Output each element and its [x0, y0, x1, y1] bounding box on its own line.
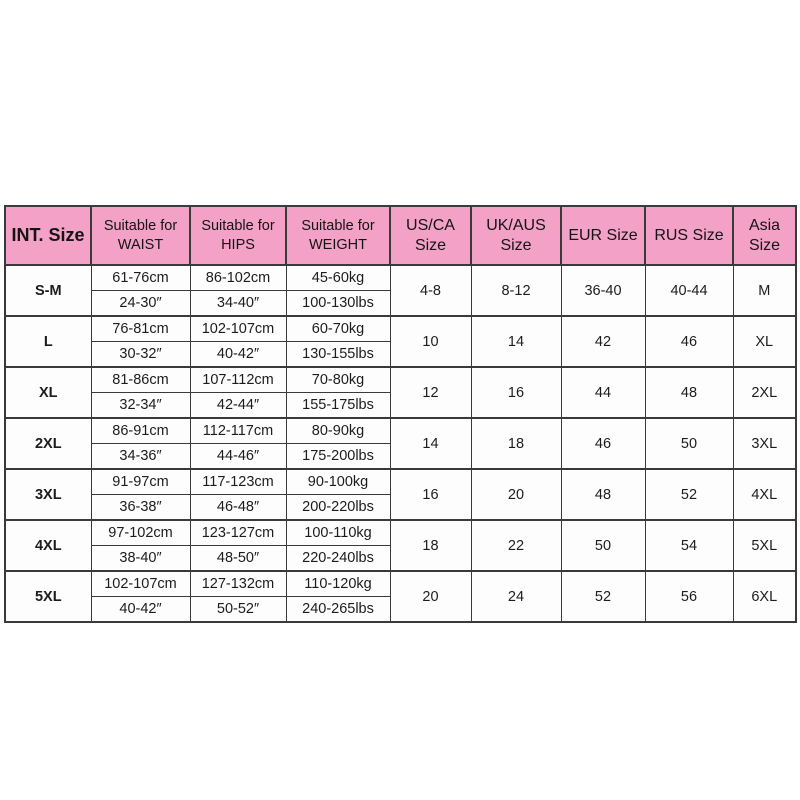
waist-in-cell: 30-32″: [91, 342, 190, 368]
header-asia: Asia Size: [733, 206, 796, 265]
weight-kg-cell: 100-110kg: [286, 520, 390, 546]
eur-cell: 52: [561, 571, 645, 622]
header-rus: RUS Size: [645, 206, 733, 265]
weight-kg-cell: 110-120kg: [286, 571, 390, 597]
waist-in-cell: 34-36″: [91, 444, 190, 470]
us-ca-cell: 20: [390, 571, 471, 622]
hips-in-cell: 34-40″: [190, 291, 286, 317]
eur-cell: 36-40: [561, 265, 645, 316]
eur-cell: 46: [561, 418, 645, 469]
hips-in-cell: 42-44″: [190, 393, 286, 419]
asia-cell: 6XL: [733, 571, 796, 622]
uk-aus-cell: 16: [471, 367, 561, 418]
asia-cell: M: [733, 265, 796, 316]
table-row: [5, 367, 796, 393]
uk-aus-cell: 24: [471, 571, 561, 622]
hips-cm-cell: 102-107cm: [190, 316, 286, 342]
table-row: [5, 469, 796, 495]
us-ca-cell: 16: [390, 469, 471, 520]
asia-cell: 2XL: [733, 367, 796, 418]
size-label: 5XL: [5, 571, 91, 622]
hips-cm-cell: 107-112cm: [190, 367, 286, 393]
hips-cm-cell: 112-117cm: [190, 418, 286, 444]
header-weight: Suitable for WEIGHT: [286, 206, 390, 265]
waist-in-cell: 36-38″: [91, 495, 190, 521]
waist-cm-cell: 61-76cm: [91, 265, 190, 291]
hips-cm-cell: 86-102cm: [190, 265, 286, 291]
rus-cell: 48: [645, 367, 733, 418]
size-chart: [4, 205, 795, 623]
weight-lbs-cell: 240-265lbs: [286, 597, 390, 623]
weight-kg-cell: 80-90kg: [286, 418, 390, 444]
waist-cm-cell: 76-81cm: [91, 316, 190, 342]
weight-lbs-cell: 130-155lbs: [286, 342, 390, 368]
weight-kg-cell: 45-60kg: [286, 265, 390, 291]
waist-in-cell: 24-30″: [91, 291, 190, 317]
weight-lbs-cell: 175-200lbs: [286, 444, 390, 470]
uk-aus-cell: 22: [471, 520, 561, 571]
table-row: [5, 316, 796, 342]
us-ca-cell: 12: [390, 367, 471, 418]
waist-in-cell: 32-34″: [91, 393, 190, 419]
asia-cell: 3XL: [733, 418, 796, 469]
hips-cm-cell: 127-132cm: [190, 571, 286, 597]
rus-cell: 52: [645, 469, 733, 520]
rus-cell: 54: [645, 520, 733, 571]
weight-kg-cell: 70-80kg: [286, 367, 390, 393]
asia-cell: 5XL: [733, 520, 796, 571]
weight-lbs-cell: 220-240lbs: [286, 546, 390, 572]
weight-lbs-cell: 100-130lbs: [286, 291, 390, 317]
weight-kg-cell: 60-70kg: [286, 316, 390, 342]
hips-in-cell: 48-50″: [190, 546, 286, 572]
uk-aus-cell: 18: [471, 418, 561, 469]
size-chart-table: [4, 205, 797, 623]
us-ca-cell: 4-8: [390, 265, 471, 316]
waist-cm-cell: 91-97cm: [91, 469, 190, 495]
rus-cell: 56: [645, 571, 733, 622]
rus-cell: 50: [645, 418, 733, 469]
rus-cell: 46: [645, 316, 733, 367]
size-label: L: [5, 316, 91, 367]
table-row: [5, 520, 796, 546]
size-label: S-M: [5, 265, 91, 316]
weight-lbs-cell: 200-220lbs: [286, 495, 390, 521]
eur-cell: 42: [561, 316, 645, 367]
asia-cell: 4XL: [733, 469, 796, 520]
waist-in-cell: 38-40″: [91, 546, 190, 572]
waist-cm-cell: 102-107cm: [91, 571, 190, 597]
header-us-ca: US/CA Size: [390, 206, 471, 265]
weight-lbs-cell: 155-175lbs: [286, 393, 390, 419]
uk-aus-cell: 8-12: [471, 265, 561, 316]
hips-in-cell: 44-46″: [190, 444, 286, 470]
hips-in-cell: 50-52″: [190, 597, 286, 623]
size-label: 2XL: [5, 418, 91, 469]
asia-cell: XL: [733, 316, 796, 367]
us-ca-cell: 14: [390, 418, 471, 469]
us-ca-cell: 18: [390, 520, 471, 571]
uk-aus-cell: 20: [471, 469, 561, 520]
eur-cell: 50: [561, 520, 645, 571]
header-uk-aus: UK/AUS Size: [471, 206, 561, 265]
rus-cell: 40-44: [645, 265, 733, 316]
table-row: [5, 265, 796, 291]
header-waist: Suitable for WAIST: [91, 206, 190, 265]
waist-cm-cell: 86-91cm: [91, 418, 190, 444]
us-ca-cell: 10: [390, 316, 471, 367]
header-eur: EUR Size: [561, 206, 645, 265]
waist-cm-cell: 81-86cm: [91, 367, 190, 393]
hips-cm-cell: 117-123cm: [190, 469, 286, 495]
hips-in-cell: 46-48″: [190, 495, 286, 521]
table-row: [5, 418, 796, 444]
waist-cm-cell: 97-102cm: [91, 520, 190, 546]
hips-cm-cell: 123-127cm: [190, 520, 286, 546]
table-row: [5, 571, 796, 597]
header-hips: Suitable for HIPS: [190, 206, 286, 265]
eur-cell: 48: [561, 469, 645, 520]
waist-in-cell: 40-42″: [91, 597, 190, 623]
weight-kg-cell: 90-100kg: [286, 469, 390, 495]
header-row: [5, 206, 796, 265]
hips-in-cell: 40-42″: [190, 342, 286, 368]
size-label: XL: [5, 367, 91, 418]
size-label: 3XL: [5, 469, 91, 520]
eur-cell: 44: [561, 367, 645, 418]
size-label: 4XL: [5, 520, 91, 571]
uk-aus-cell: 14: [471, 316, 561, 367]
header-int-size: INT. Size: [5, 206, 91, 265]
